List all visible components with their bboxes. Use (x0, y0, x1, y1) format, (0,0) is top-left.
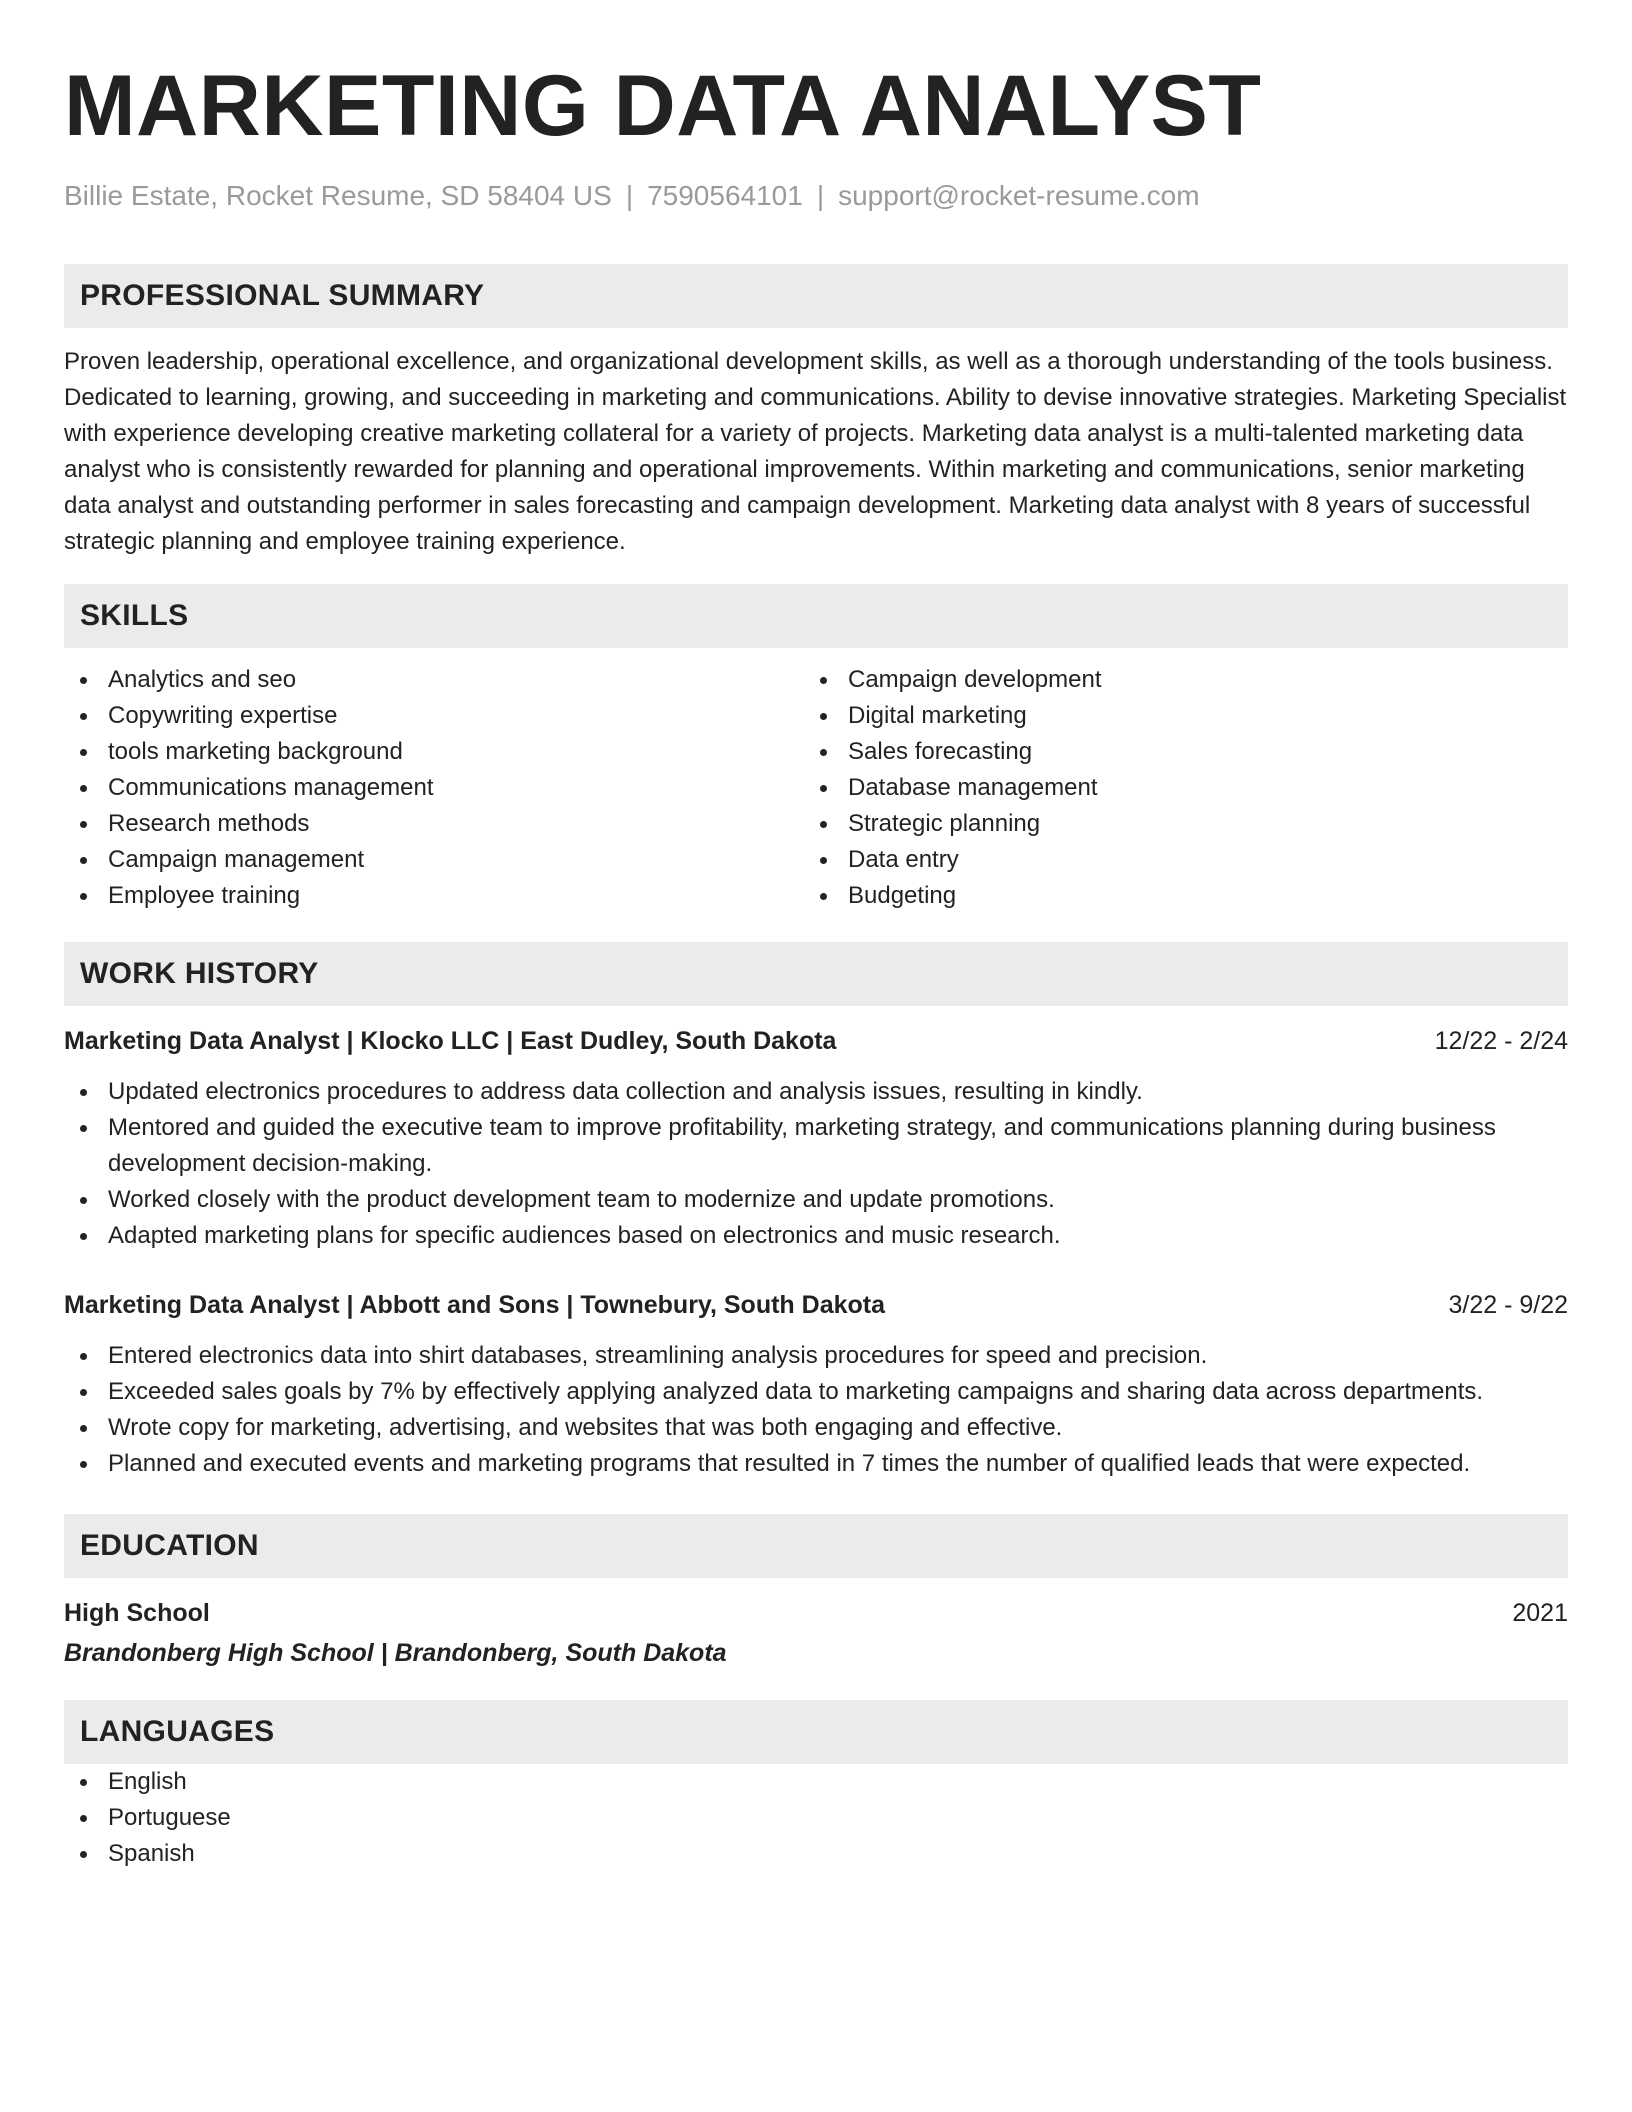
section-header-summary: PROFESSIONAL SUMMARY (64, 264, 1568, 328)
skills-column-right (804, 662, 1544, 914)
skill-item: Campaign development (804, 662, 1544, 698)
contact-separator: | (625, 180, 634, 211)
job-header (64, 1024, 1568, 1058)
job-bullets (64, 1074, 1568, 1254)
education-degree: High School (64, 1599, 210, 1627)
section-header-languages: LANGUAGES (64, 1700, 1568, 1764)
contact-separator: | (816, 180, 825, 211)
job-entry (64, 1288, 1568, 1482)
skill-item: Employee training (64, 878, 804, 914)
language-item: Spanish (64, 1836, 1568, 1872)
skill-item: Communications management (64, 770, 804, 806)
skill-item: Digital marketing (804, 698, 1544, 734)
language-item: Portuguese (64, 1800, 1568, 1836)
job-bullet: Exceeded sales goals by 7% by effectively applying analyzed data to marketing campaigns and sharing data across departments. (64, 1374, 1568, 1410)
language-item: English (64, 1764, 1568, 1800)
education-header (64, 1596, 1568, 1630)
contact-email: support@rocket-resume.com (838, 180, 1200, 211)
job-bullet: Adapted marketing plans for specific audiences based on electronics and music research. (64, 1218, 1568, 1254)
job-bullets (64, 1338, 1568, 1482)
education-year: 2021 (1512, 1599, 1568, 1627)
section-header-skills: SKILLS (64, 584, 1568, 648)
job-dates: 12/22 - 2/24 (1434, 1027, 1568, 1055)
contact-phone: 7590564101 (647, 180, 803, 211)
skill-item: Data entry (804, 842, 1544, 878)
job-entry (64, 1024, 1568, 1254)
contact-address: Billie Estate, Rocket Resume, SD 58404 US (64, 180, 612, 211)
job-title: Marketing Data Analyst | Abbott and Sons | Townebury, South Dakota (64, 1291, 885, 1319)
education-school: Brandonberg High School | Brandonberg, South Dakota (64, 1639, 727, 1667)
resume-title: MARKETING DATA ANALYST (64, 58, 1262, 154)
section-header-work-history: WORK HISTORY (64, 942, 1568, 1006)
summary-text: Proven leadership, operational excellence, and organizational development skills, as well as a thorough understanding of the tools business. Dedicated to learning, growing, and succeeding in marketing and communications. Ability to devise innovative strategies. Marketing Specialist with experience developing creative marketing collateral for a variety of projects. Marketing data analyst is a multi-talented marketing data analyst who is consistently rewarded for planning and operational improvements. Within marketing and communications, senior marketing data analyst and outstanding performer in sales forecasting and campaign development. Marketing data analyst with 8 years of successful strategic planning and employee training experience. (64, 348, 1567, 555)
skill-item: Research methods (64, 806, 804, 842)
job-dates: 3/22 - 9/22 (1448, 1291, 1568, 1319)
skill-item: Analytics and seo (64, 662, 804, 698)
skill-item: Budgeting (804, 878, 1544, 914)
job-title: Marketing Data Analyst | Klocko LLC | East Dudley, South Dakota (64, 1027, 837, 1055)
contact-line (64, 178, 1568, 214)
skill-item: Campaign management (64, 842, 804, 878)
skill-item: Copywriting expertise (64, 698, 804, 734)
skill-item: Database management (804, 770, 1544, 806)
job-bullet: Entered electronics data into shirt databases, streamlining analysis procedures for speed and precision. (64, 1338, 1568, 1374)
skills-column-left (64, 662, 804, 914)
job-bullet: Worked closely with the product development team to modernize and update promotions. (64, 1182, 1568, 1218)
job-bullet: Updated electronics procedures to address data collection and analysis issues, resulting in kindly. (64, 1074, 1568, 1110)
skill-item: tools marketing background (64, 734, 804, 770)
job-bullet: Planned and executed events and marketing programs that resulted in 7 times the number of qualified leads that were expected. (64, 1446, 1568, 1482)
job-bullet: Mentored and guided the executive team to improve profitability, marketing strategy, and communications planning during business development decision-making. (64, 1110, 1568, 1182)
education-entry (64, 1596, 1568, 1670)
languages-list (64, 1764, 1568, 1872)
section-header-education: EDUCATION (64, 1514, 1568, 1578)
skill-item: Strategic planning (804, 806, 1544, 842)
job-header (64, 1288, 1568, 1322)
skills-list (64, 662, 1568, 914)
skill-item: Sales forecasting (804, 734, 1544, 770)
job-bullet: Wrote copy for marketing, advertising, and websites that was both engaging and effective. (64, 1410, 1568, 1446)
